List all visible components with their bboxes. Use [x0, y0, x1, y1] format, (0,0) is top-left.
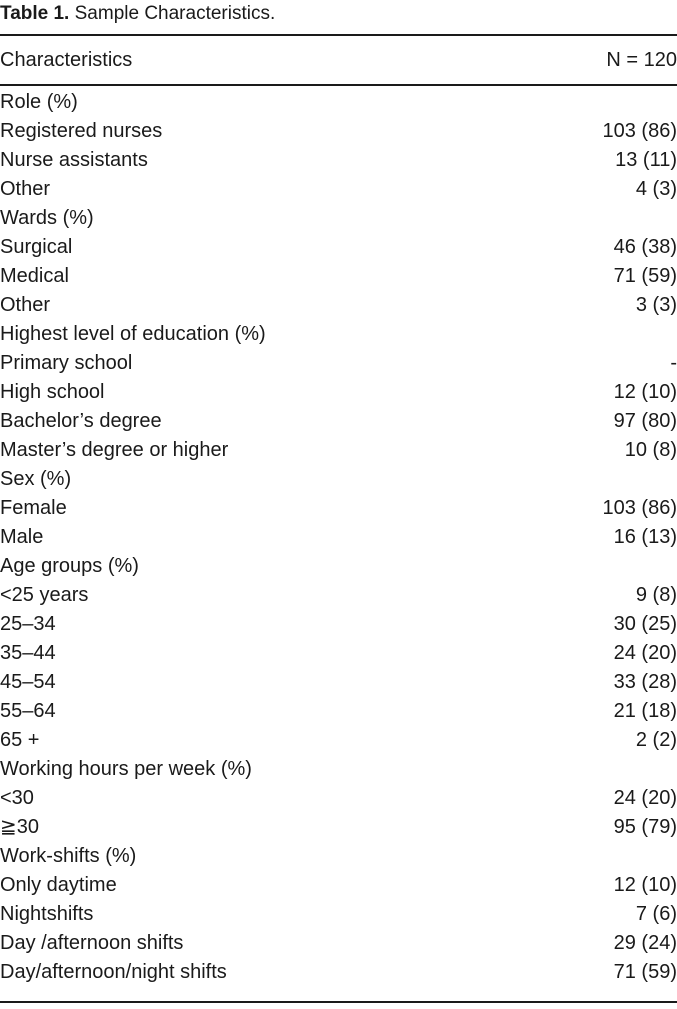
table-header-row: [0, 44, 677, 76]
row-label: 45–54: [0, 671, 56, 693]
row-value: 21 (18): [613, 700, 677, 722]
row-value: 29 (24): [613, 932, 677, 954]
row-value: 7 (6): [635, 903, 677, 925]
row-label: Primary school: [0, 352, 133, 374]
table-row: [0, 639, 677, 668]
table-row: [0, 726, 677, 755]
row-label: 25–34: [0, 613, 56, 635]
row-value: 9 (8): [635, 584, 677, 606]
row-label: ≧30: [0, 816, 40, 838]
table-row: [0, 436, 677, 465]
table-body: [0, 88, 677, 987]
row-value: 30 (25): [613, 613, 677, 635]
row-label: Highest level of education (%): [0, 323, 266, 345]
row-label: Registered nurses: [0, 120, 163, 142]
header-characteristics: Characteristics: [0, 48, 133, 71]
table-row: [0, 407, 677, 436]
table-row: [0, 175, 677, 204]
header-sample-size: N = 120: [606, 48, 677, 71]
row-label: 65 +: [0, 729, 40, 751]
row-label: Age groups (%): [0, 555, 139, 577]
row-label: Role (%): [0, 91, 78, 113]
table-row: [0, 146, 677, 175]
row-label: Other: [0, 294, 51, 316]
table-row: [0, 320, 677, 349]
row-label: Wards (%): [0, 207, 94, 229]
row-label: Day/afternoon/night shifts: [0, 961, 227, 983]
row-value: 71 (59): [613, 961, 677, 983]
row-value: 24 (20): [613, 642, 677, 664]
row-label: Surgical: [0, 236, 73, 258]
table-row: [0, 117, 677, 146]
row-label: <25 years: [0, 584, 89, 606]
row-label: Only daytime: [0, 874, 117, 896]
row-value: 95 (79): [613, 816, 677, 838]
table-row: [0, 871, 677, 900]
row-label: Medical: [0, 265, 69, 287]
table-header-rule: [0, 84, 677, 86]
table-bottom-rule: [0, 1001, 677, 1003]
row-label: Female: [0, 497, 67, 519]
row-label: Working hours per week (%): [0, 758, 252, 780]
row-label: Bachelor’s degree: [0, 410, 162, 432]
row-value: -: [670, 352, 677, 374]
row-label: Sex (%): [0, 468, 72, 490]
row-label: 35–44: [0, 642, 56, 664]
table-row: [0, 204, 677, 233]
table-row: [0, 378, 677, 407]
row-label: Day /afternoon shifts: [0, 932, 184, 954]
row-label: Nightshifts: [0, 903, 94, 925]
table-caption: [0, 3, 275, 25]
row-value: 97 (80): [613, 410, 677, 432]
table-row: [0, 697, 677, 726]
row-value: 103 (86): [602, 497, 677, 519]
row-value: 12 (10): [613, 874, 677, 896]
table-row: [0, 610, 677, 639]
table-row: [0, 842, 677, 871]
table-row: [0, 233, 677, 262]
table-row: [0, 668, 677, 697]
row-label: 55–64: [0, 700, 56, 722]
table-row: [0, 813, 677, 842]
row-label: Nurse assistants: [0, 149, 148, 171]
row-value: 12 (10): [613, 381, 677, 403]
table-row: [0, 523, 677, 552]
table-row: [0, 900, 677, 929]
row-value: 103 (86): [602, 120, 677, 142]
table-row: [0, 755, 677, 784]
row-label: High school: [0, 381, 105, 403]
row-label: Male: [0, 526, 44, 548]
row-value: 4 (3): [635, 178, 677, 200]
table-row: [0, 494, 677, 523]
table-row: [0, 262, 677, 291]
table-row: [0, 291, 677, 320]
row-label: Other: [0, 178, 51, 200]
table-top-rule: [0, 34, 677, 36]
row-value: 10 (8): [624, 439, 677, 461]
row-label: Work-shifts (%): [0, 845, 137, 867]
table-row: [0, 581, 677, 610]
row-value: 13 (11): [615, 149, 677, 171]
table-caption-title: Sample Characteristics.: [74, 3, 276, 24]
row-value: 24 (20): [613, 787, 677, 809]
table-row: [0, 349, 677, 378]
table-row: [0, 929, 677, 958]
row-value: 2 (2): [635, 729, 677, 751]
row-value: 33 (28): [613, 671, 677, 693]
table-row: [0, 958, 677, 987]
row-label: <30: [0, 787, 34, 809]
table-row: [0, 784, 677, 813]
table-caption-label: Table 1.: [0, 3, 70, 24]
table-row: [0, 552, 677, 581]
table-row: [0, 465, 677, 494]
table-row: [0, 88, 677, 117]
row-value: 71 (59): [613, 265, 677, 287]
row-value: 3 (3): [635, 294, 677, 316]
row-value: 16 (13): [613, 526, 677, 548]
row-value: 46 (38): [613, 236, 677, 258]
row-label: Master’s degree or higher: [0, 439, 229, 461]
